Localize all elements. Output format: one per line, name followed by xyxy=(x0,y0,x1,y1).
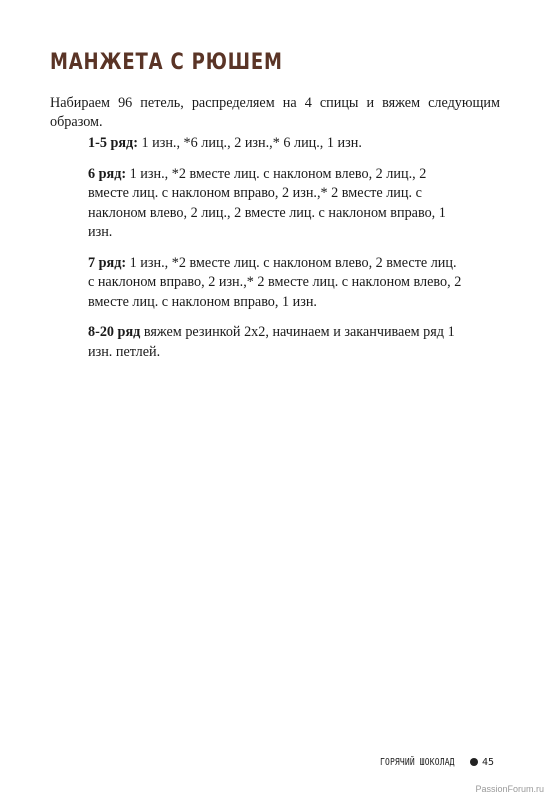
row-label: 7 ряд: xyxy=(88,254,127,271)
intro-paragraph: Набираем 96 петель, распределяем на 4 спицы и вяжем следующим образом. xyxy=(50,95,500,130)
row-instruction xyxy=(88,323,466,362)
row-text: вяжем резинкой 2х2, начинаем и заканчиваем ряд 1 изн. петлей. xyxy=(88,324,455,360)
row-instruction xyxy=(88,134,466,154)
row-instruction xyxy=(88,165,466,243)
bullet-icon xyxy=(470,758,478,766)
book-title: ГОРЯЧИЙ ШОКОЛАД xyxy=(380,756,455,768)
row-label: 1-5 ряд: xyxy=(88,135,138,151)
row-label: 6 ряд: xyxy=(88,165,127,182)
row-text: 1 изн., *2 вместе лиц. с наклоном влево, 2 вместе лиц. с наклоном вправо, 2 изн.,* 2 вместе лиц. с наклоном влево, 2 вместе лиц. с наклоном вправо, 1 изн. xyxy=(88,254,462,310)
row-instructions xyxy=(88,134,466,373)
page-footer xyxy=(380,755,494,769)
row-label: 8-20 ряд xyxy=(88,324,141,340)
page-number: 45 xyxy=(482,756,495,768)
row-text: 1 изн., *6 лиц., 2 изн.,* 6 лиц., 1 изн. xyxy=(137,135,362,151)
row-text: 1 изн., *2 вместе лиц. с наклоном влево, 2 лиц., 2 вместе лиц. с наклоном вправо, 2 изн.,* 2 вместе лиц. с наклоном влево, 2 лиц., 2 вместе лиц. с наклоном вправо, 1 изн. xyxy=(88,165,446,240)
page-title: МАНЖЕТА С РЮШЕМ xyxy=(50,50,283,75)
row-instruction xyxy=(88,254,466,313)
watermark: PassionForum.ru xyxy=(475,784,544,794)
